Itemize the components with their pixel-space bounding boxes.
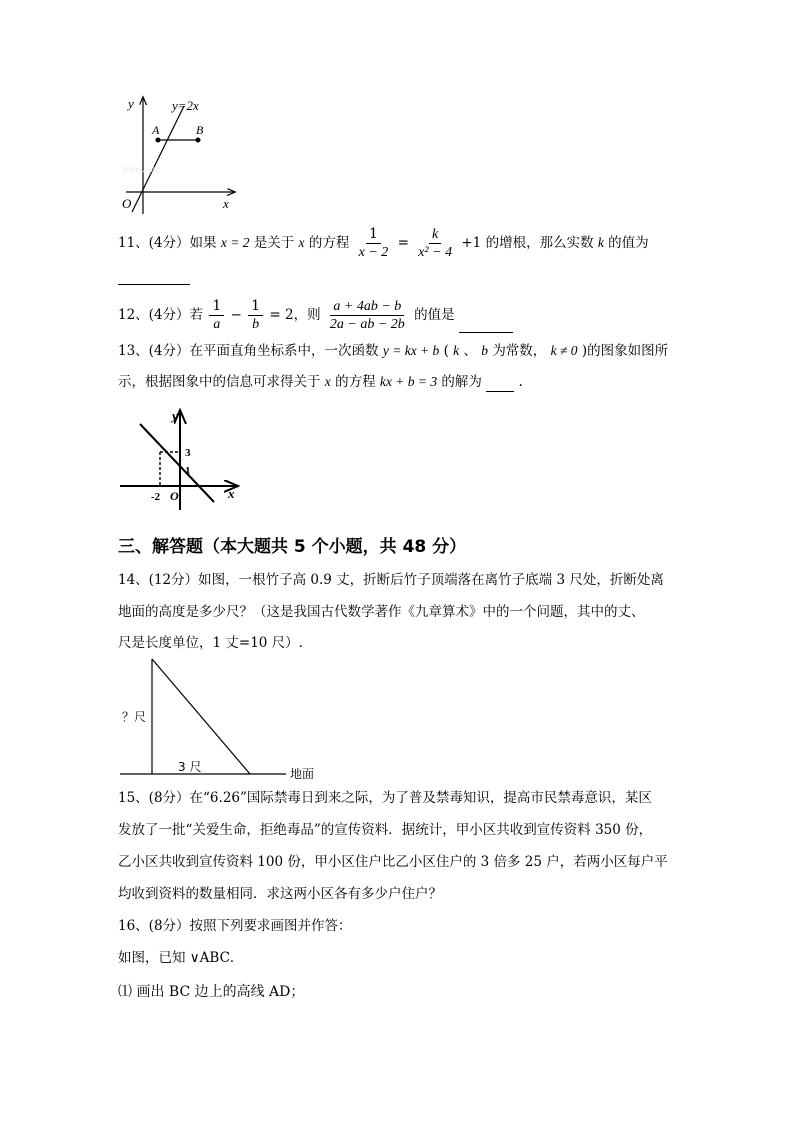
tick-3: 3 bbox=[185, 447, 191, 459]
y-axis-label: y bbox=[128, 96, 134, 111]
q13-text-5: )的图象如图所 bbox=[581, 343, 669, 359]
q13-text-7: 的方程 bbox=[335, 374, 376, 390]
frac-num: 1 bbox=[366, 226, 381, 244]
q13-x: x bbox=[324, 374, 331, 389]
q11-expr: x = 2 bbox=[220, 235, 250, 250]
bamboo-broken bbox=[152, 659, 250, 774]
frac-num: a + 4ab − b bbox=[330, 298, 404, 316]
question-13-line-1 bbox=[118, 341, 668, 361]
q13-text-6: 示，根据图象中的信息可求得关于 bbox=[118, 374, 321, 390]
section-title: 三、解答题（本大题共 5 个小题，共 48 分） bbox=[118, 537, 467, 557]
line-label: y=2x bbox=[172, 98, 199, 113]
figure-line-y2x bbox=[118, 92, 248, 216]
q11-text-2: 是关于 bbox=[253, 235, 295, 251]
question-12 bbox=[118, 298, 513, 333]
q13-k: k bbox=[453, 343, 460, 358]
point-a bbox=[156, 138, 161, 143]
question-15-line-3: 乙小区共收到宣传资料 100 份，甲小区住户比乙小区住户的 3 倍多 25 户，若两小区每户平 bbox=[118, 854, 668, 870]
frac-den: x² − 4 bbox=[418, 245, 453, 260]
origin-label: O bbox=[122, 196, 132, 211]
q13-func: y = kx + b bbox=[382, 343, 440, 358]
question-16-line-1: 16、(8分）按照下列要求画图并作答： bbox=[118, 918, 352, 934]
q13-answer-blank[interactable] bbox=[486, 377, 514, 392]
question-16-item-1: ⑴ 画出 BC 边上的高线 AD； bbox=[118, 984, 305, 1000]
q13-text-1: 13、(4分）在平面直角坐标系中，一次函数 bbox=[118, 343, 379, 359]
q11-text-3: 的方程 bbox=[308, 235, 350, 251]
q13-text-8: 的解为 bbox=[441, 374, 482, 390]
tick-minus-2: -2 bbox=[151, 491, 161, 503]
q11-fraction-1 bbox=[356, 226, 392, 261]
question-15-line-4: 均收到资料的数量相同．求这两小区各有多少户住户？ bbox=[118, 886, 442, 902]
question-16-line-2: 如图，已知 ∨ABC． bbox=[118, 950, 244, 966]
q13-period: . bbox=[518, 374, 523, 390]
question-15-line-2: 发放了一批“关爱生命，拒绝毒品”的宣传资料．据统计，甲小区共收到宣传资料 350 份， bbox=[118, 822, 653, 838]
tick-1: 1 bbox=[185, 465, 191, 477]
q12-fraction-2 bbox=[248, 298, 263, 333]
point-b bbox=[196, 138, 201, 143]
origin-label: O bbox=[170, 489, 179, 503]
q13-cond: k ≠ 0 bbox=[550, 343, 578, 358]
frac-den: 2a − ab − 2b bbox=[329, 317, 405, 332]
q11-fraction-2 bbox=[415, 226, 455, 261]
figure-linear-function bbox=[118, 406, 248, 512]
q12-fraction-3 bbox=[327, 298, 408, 333]
q12-text-2: 的值是 bbox=[414, 307, 455, 323]
point-b-label: B bbox=[196, 123, 204, 137]
q13-text-2: ( bbox=[443, 343, 449, 359]
ground-label: 地面 bbox=[290, 767, 315, 781]
question-13-line-2 bbox=[118, 372, 523, 392]
watermark: jyeoo.com bbox=[122, 164, 160, 174]
q13-b: b bbox=[481, 343, 489, 358]
q12-eq: = 2，则 bbox=[269, 307, 321, 323]
frac-num: k bbox=[429, 226, 441, 244]
q13-text-4: 为常数， bbox=[492, 343, 547, 359]
question-11 bbox=[118, 226, 649, 261]
frac-num: 1 bbox=[209, 298, 224, 316]
x-axis-label: x bbox=[223, 196, 229, 211]
q12-fraction-1 bbox=[209, 298, 224, 333]
question-14-line-3: 尺是长度单位，1 丈=10 尺）. bbox=[118, 635, 303, 651]
q11-eq: = bbox=[397, 235, 409, 251]
q12-text-1: 12、(4分）若 bbox=[118, 307, 204, 323]
q11-answer-blank[interactable] bbox=[118, 270, 190, 285]
frac-den: b bbox=[252, 317, 260, 332]
q12-answer-blank[interactable] bbox=[459, 318, 513, 333]
q13-text-3: 、 bbox=[463, 343, 477, 359]
q11-text-5: 的值为 bbox=[608, 235, 649, 251]
frac-num: 1 bbox=[248, 298, 263, 316]
frac-den: x − 2 bbox=[358, 245, 389, 260]
q11-text-4: 的增根，那么实数 bbox=[485, 235, 594, 251]
point-a-label: A bbox=[152, 123, 160, 137]
y-label: y bbox=[172, 408, 178, 423]
question-14-line-1: 14、(12分）如图，一根竹子高 0.9 丈，折断后竹子顶端落在离竹子底端 3 尺处，折断处离 bbox=[118, 572, 664, 588]
base-label: 3 尺 bbox=[178, 760, 202, 774]
q11-text-1: 11、(4分）如果 bbox=[118, 235, 217, 251]
q12-minus: − bbox=[230, 307, 242, 323]
q11-plus: +1 bbox=[461, 235, 482, 251]
height-label: ？尺 bbox=[122, 710, 147, 724]
question-15-line-1: 15、(8分）在“6.26”国际禁毒日到来之际，为了普及禁毒知识，提高市民禁毒意识，某区 bbox=[118, 790, 652, 806]
figure-bamboo-triangle bbox=[118, 655, 328, 783]
x-label: x bbox=[228, 486, 235, 501]
frac-den: a bbox=[213, 317, 221, 332]
q11-var: x bbox=[298, 235, 305, 250]
q13-eqn: kx + b = 3 bbox=[379, 374, 438, 389]
q11-var-k: k bbox=[597, 235, 604, 250]
line-y2x bbox=[132, 106, 184, 212]
question-14-line-2: 地面的高度是多少尺？（这是我国古代数学著作《九章算术》中的一个问题，其中的丈、 bbox=[118, 604, 645, 620]
